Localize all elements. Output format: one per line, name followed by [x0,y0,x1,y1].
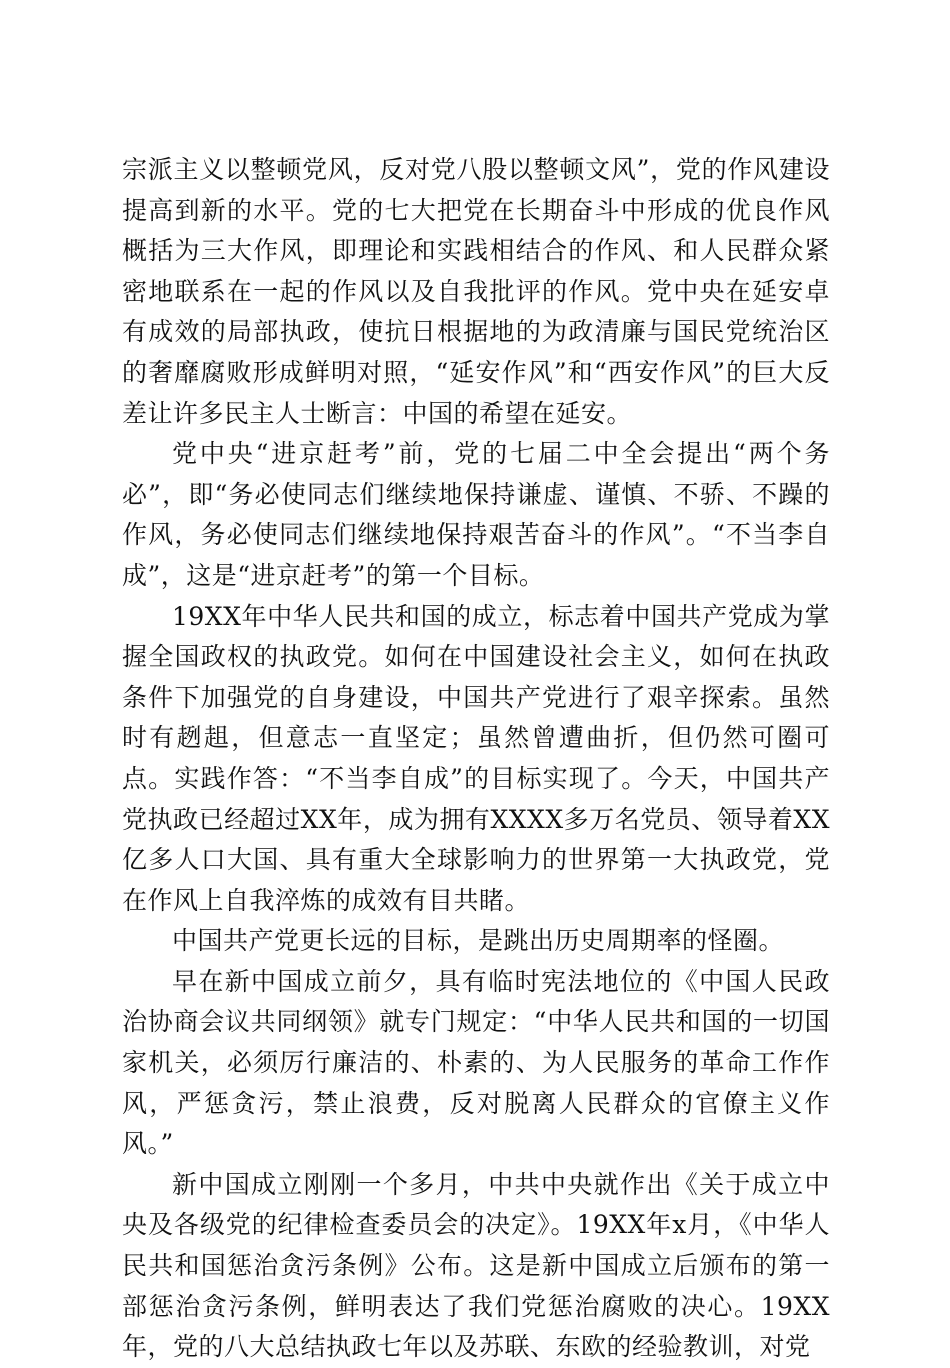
paragraph-3: 19XX年中华人民共和国的成立，标志着中国共产党成为掌握全国政权的执政党。如何在中国建设社会主义，如何在执政条件下加强党的自身建设，中国共产党进行了艰辛探索。虽然时有趔趄，但意志一直坚定；虽然曾遭曲折，但仍然可圈可点。实践作答：“不当李自成”的目标实现了。今天，中国共产党执政已经超过XX年，成为拥有XXXX多万名党员、领导着XX亿多人口大国、具有重大全球影响力的世界第一大执政党，党在作风上自我淬炼的成效有目共睹。 [122,601,830,915]
paragraph-2: 党中央“进京赶考”前，党的七届二中全会提出“两个务必”，即“务必使同志们继续地保持谦虚、谨慎、不骄、不躁的作风，务必使同志们继续地保持艰苦奋斗的作风”。“不当李自成”，这是“进京赶考”的第一个目标。 [122,439,830,590]
document-body [122,150,830,1368]
paragraph-6: 新中国成立刚刚一个多月，中共中央就作出《关于成立中央及各级党的纪律检查委员会的决定》。19XX年x月，《中华人民共和国惩治贪污条例》公布。这是新中国成立后颁布的第一部惩治贪污条例，鲜明表达了我们党惩治腐败的决心。19XX年，党的八大总结执政七年以及苏联、东欧的经验教训，对党 [122,1169,830,1362]
paragraph-1: 宗派主义以整顿党风，反对党八股以整顿文风”，党的作风建设提高到新的水平。党的七大把党在长期奋斗中形成的优良作风概括为三大作风，即理论和实践相结合的作风、和人民群众紧密地联系在一起的作风以及自我批评的作风。党中央在延安卓有成效的局部执政，使抗日根据地的为政清廉与国民党统治区的奢靡腐败形成鲜明对照，“延安作风”和“西安作风”的巨大反差让许多民主人士断言：中国的希望在延安。 [122,155,830,428]
paragraph-5: 早在新中国成立前夕，具有临时宪法地位的《中国人民政治协商会议共同纲领》就专门规定：“中华人民共和国的一切国家机关，必须厉行廉洁的、朴素的、为人民服务的革命工作作风，严惩贪污，禁止浪费，反对脱离人民群众的官僚主义作风。” [122,966,830,1159]
paragraph-4: 中国共产党更长远的目标，是跳出历史周期率的怪圈。 [172,926,785,956]
